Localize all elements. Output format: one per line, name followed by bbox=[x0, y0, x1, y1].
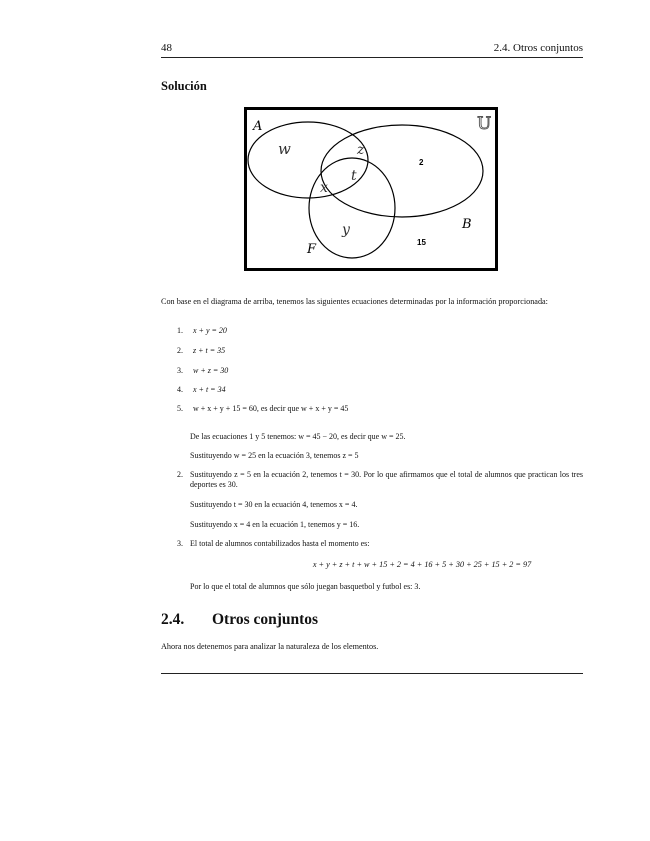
equation-number: 3. bbox=[177, 366, 183, 375]
page-number: 48 bbox=[161, 42, 172, 54]
set-a-label: A bbox=[253, 119, 263, 134]
step3-number: 3. bbox=[177, 539, 183, 548]
equation-text: x + t = 34 bbox=[193, 385, 226, 394]
region-w: w bbox=[278, 140, 291, 158]
step2-line-a: Sustituyendo t = 30 en la ecuación 4, tenemos x = 4. bbox=[190, 500, 358, 509]
region-z: z bbox=[357, 142, 365, 158]
step2-line-b: Sustituyendo x = 4 en la ecuación 1, tenemos y = 16. bbox=[190, 520, 360, 529]
region-x: x bbox=[320, 180, 328, 196]
section-intro: Ahora nos detenemos para analizar la naturaleza de los elementos. bbox=[161, 642, 379, 651]
running-header: 2.4. Otros conjuntos bbox=[493, 42, 583, 54]
region-b-only-value: 2 bbox=[419, 158, 424, 167]
section-number: 2.4. bbox=[161, 611, 185, 628]
step1-line-b: Sustituyendo w = 25 en la ecuación 3, tenemos z = 5 bbox=[190, 451, 359, 460]
universe-label: U bbox=[477, 114, 492, 134]
set-f-label: F bbox=[307, 242, 317, 257]
equation-text: x + y = 20 bbox=[193, 326, 227, 335]
region-y: y bbox=[342, 222, 350, 238]
footer-rule bbox=[161, 673, 583, 674]
equation-text: w + z = 30 bbox=[193, 366, 229, 375]
total-equation: x + y + z + t + w + 15 + 2 = 4 + 16 + 5 + 30 + 25 + 15 + 2 = 97 bbox=[312, 560, 532, 569]
equation-text: z + t = 35 bbox=[193, 346, 226, 355]
step1-line-a: De las ecuaciones 1 y 5 tenemos: w = 45 − 20, es decir que w = 25. bbox=[190, 432, 406, 441]
conclusion-text: Por lo que el total de alumnos que sólo juegan basquetbol y futbol es: 3. bbox=[190, 582, 421, 591]
equation-number: 2. bbox=[177, 346, 183, 355]
step2-number: 2. bbox=[177, 470, 183, 479]
venn-diagram bbox=[244, 107, 498, 271]
equation-number: 1. bbox=[177, 326, 183, 335]
intro-paragraph: Con base en el diagrama de arriba, tenemos las siguientes ecuaciones determinadas por la información proporcionada: bbox=[161, 297, 548, 306]
solution-heading: Solución bbox=[161, 79, 207, 93]
region-outside-value: 15 bbox=[417, 238, 426, 247]
universe-frame bbox=[246, 109, 497, 270]
set-b-label: B bbox=[462, 217, 472, 232]
equation-number: 4. bbox=[177, 385, 183, 394]
step2-text: Sustituyendo z = 5 en la ecuación 2, tenemos t = 30. Por lo que afirmamos que el total de alumnos que practican los tres deportes es 30. bbox=[190, 470, 583, 489]
header-rule bbox=[161, 57, 583, 58]
step3-text: El total de alumnos contabilizados hasta el momento es: bbox=[190, 539, 370, 548]
section-title: Otros conjuntos bbox=[212, 611, 319, 628]
equation-number: 5. bbox=[177, 404, 183, 413]
region-t: t bbox=[351, 168, 357, 184]
equation-text: w + x + y + 15 = 60, es decir que w + x + y = 45 bbox=[193, 404, 349, 413]
